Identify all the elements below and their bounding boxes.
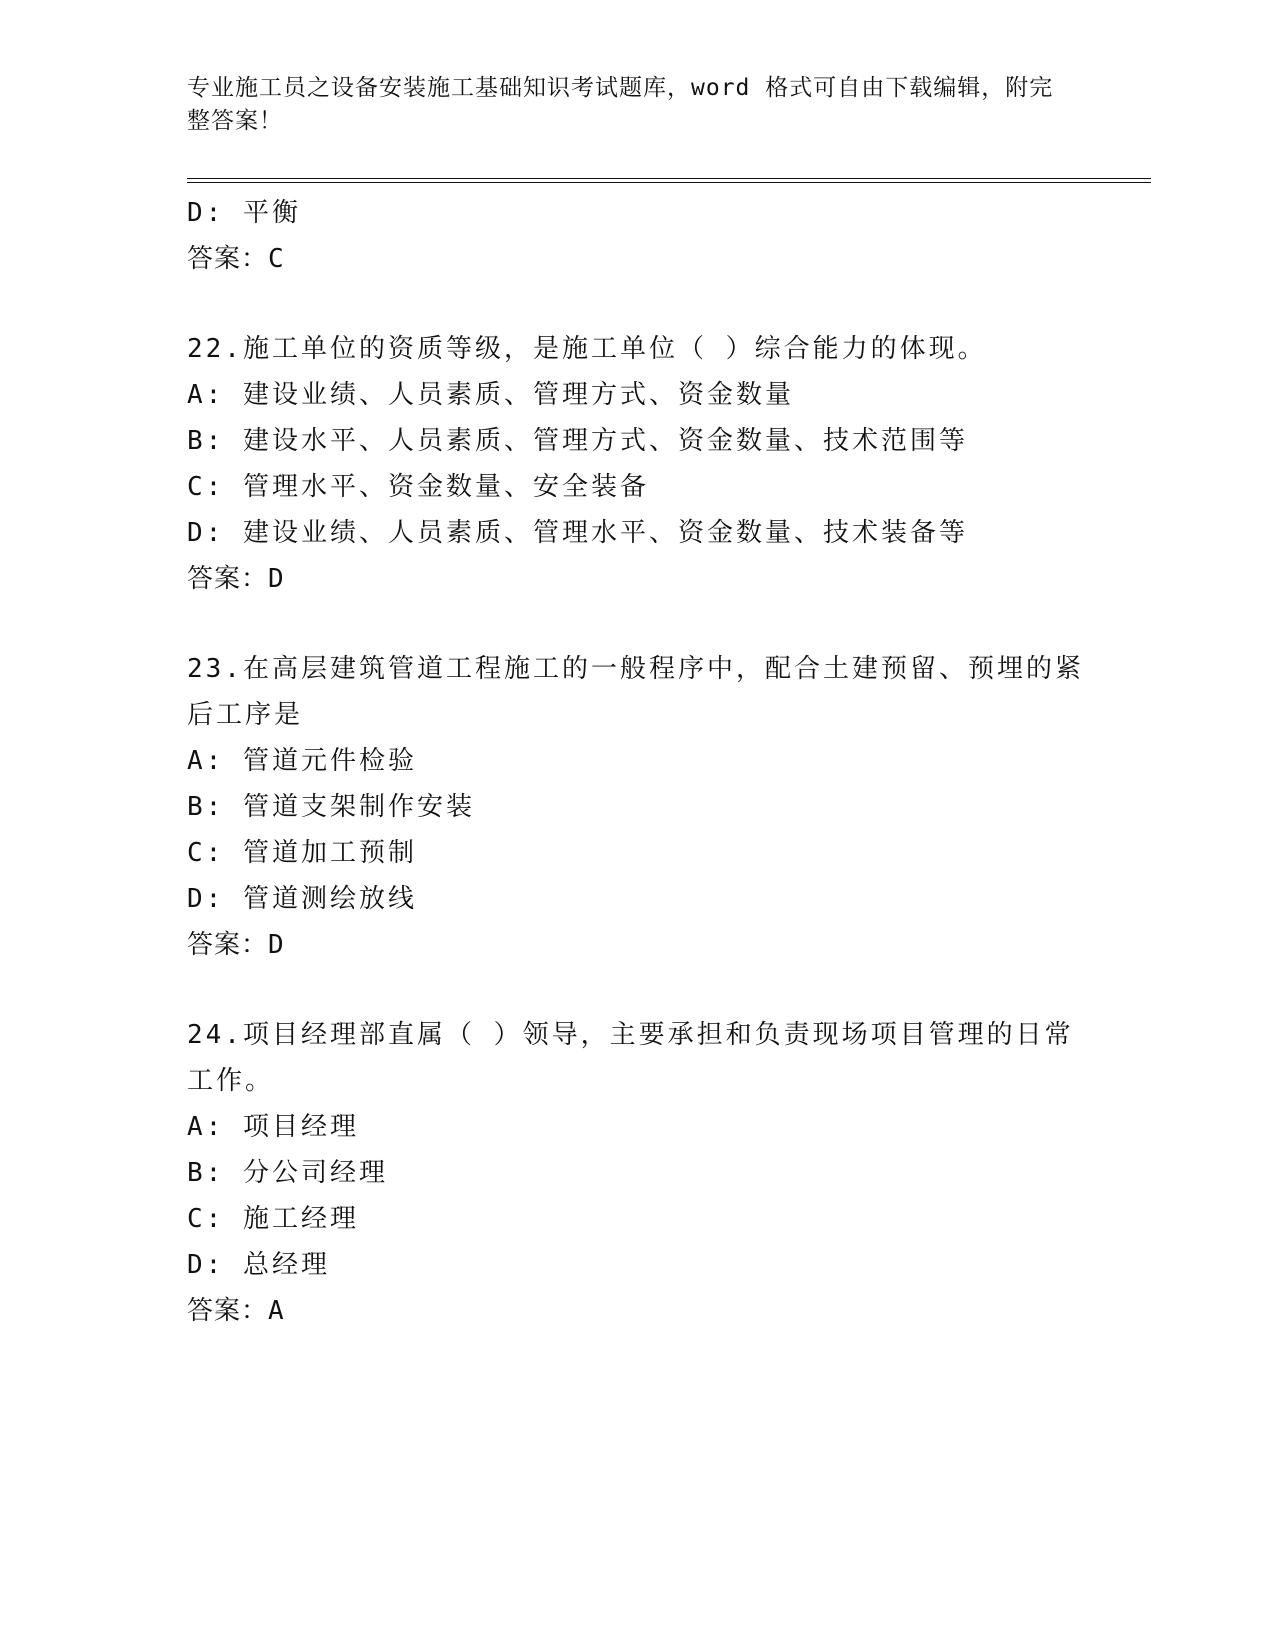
question-answer: 答案：A (187, 1296, 285, 1326)
question-stem-line: 23.在高层建筑管道工程施工的一般程序中，配合土建预留、预埋的紧 (187, 654, 1084, 684)
option-b: B: 建设水平、人员素质、管理方式、资金数量、技术范围等 (187, 426, 968, 456)
option-a: A: 管道元件检验 (187, 746, 417, 776)
option-a: A: 建设业绩、人员素质、管理方式、资金数量 (187, 380, 794, 410)
spacer (187, 602, 1087, 646)
option-b: B: 分公司经理 (187, 1158, 388, 1188)
spacer (187, 282, 1087, 326)
option-d: D: 管道测绘放线 (187, 884, 417, 914)
question-stem-line: 22.施工单位的资质等级，是施工单位（ ）综合能力的体现。 (187, 334, 987, 364)
prev-option-d: D: 平衡 (187, 198, 301, 228)
question-content (187, 190, 1087, 1334)
question-answer: 答案：D (187, 930, 285, 960)
spacer (187, 968, 1087, 1012)
question-stem-line: 24.项目经理部直属（ ）领导，主要承担和负责现场项目管理的日常 (187, 1020, 1074, 1050)
header-rule-top (187, 178, 1151, 179)
question-stem-line: 后工序是 (187, 700, 304, 730)
header-rule-bottom (187, 182, 1151, 183)
page-header (187, 72, 1067, 138)
question-stem-line: 工作。 (187, 1066, 275, 1096)
question-answer: 答案：D (187, 564, 285, 594)
prev-answer: 答案：C (187, 244, 285, 274)
header-line-1: 专业施工员之设备安装施工基础知识考试题库，word 格式可自由下载编辑，附完 (187, 75, 1054, 101)
question-22 (187, 326, 1087, 602)
option-b: B: 管道支架制作安装 (187, 792, 475, 822)
header-line-2: 整答案！ (187, 108, 283, 134)
option-c: C: 管道加工预制 (187, 838, 417, 868)
option-d: D: 总经理 (187, 1250, 330, 1280)
question-24 (187, 1012, 1087, 1334)
option-a: A: 项目经理 (187, 1112, 359, 1142)
question-23 (187, 646, 1087, 968)
option-d: D: 建设业绩、人员素质、管理水平、资金数量、技术装备等 (187, 518, 968, 548)
option-c: C: 施工经理 (187, 1204, 359, 1234)
option-c: C: 管理水平、资金数量、安全装备 (187, 472, 649, 502)
